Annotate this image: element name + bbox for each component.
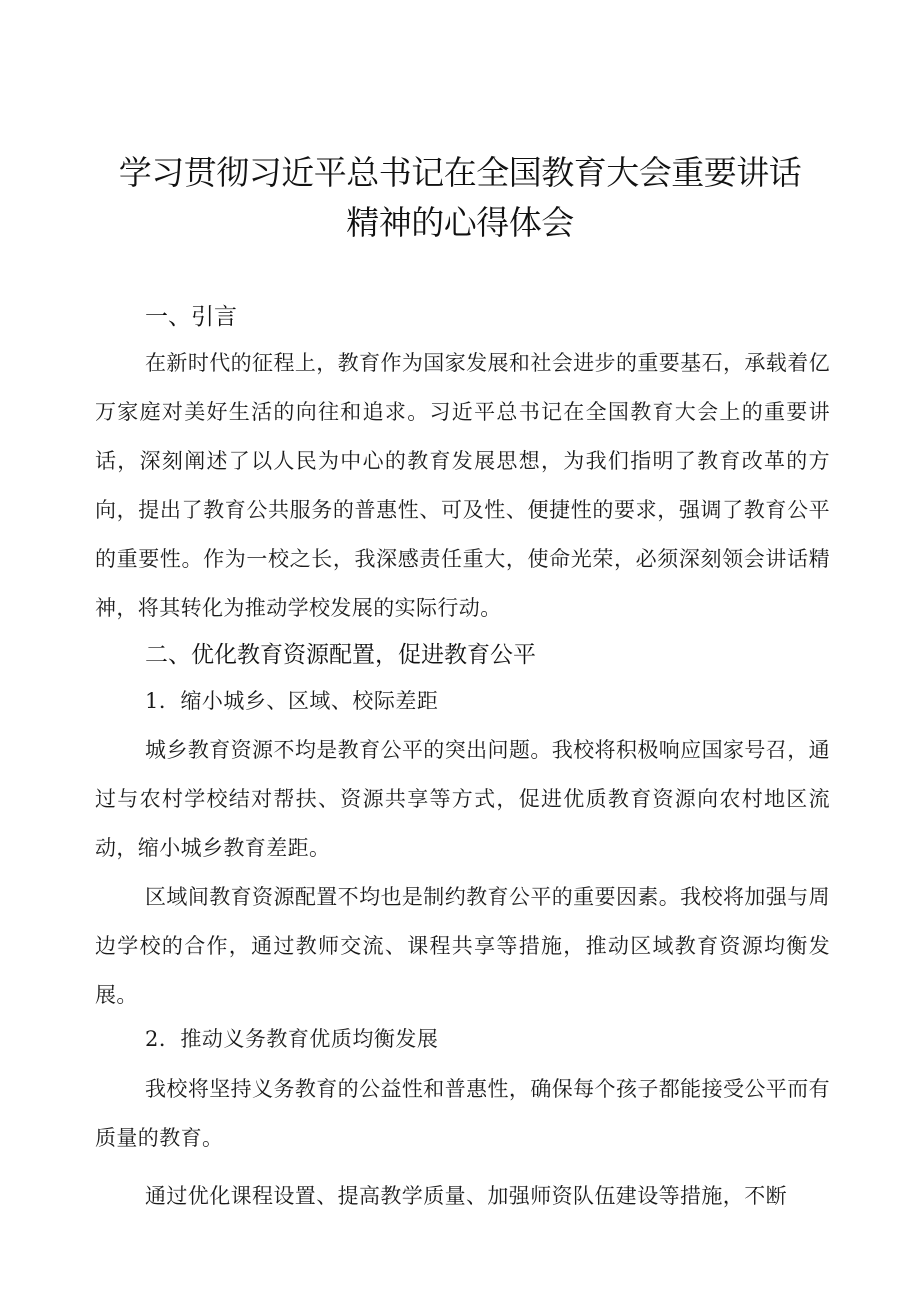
section-heading-resource-allocation: 二、优化教育资源配置，促进教育公平 [145, 642, 536, 668]
paragraph-urban-rural-gap: 城乡教育资源不均是教育公平的突出问题。我校将积极响应国家号召，通过与农村学校结对帮扶、资源共享等方式，促进优质教育资源向农村地区流动，缩小城乡教育差距。 [95, 738, 830, 860]
subheading-narrow-gaps: 1．缩小城乡、区域、校际差距 [145, 689, 439, 713]
subheading-compulsory-education: 2．推动义务教育优质均衡发展 [145, 1027, 439, 1051]
paragraph-curriculum-optimization: 通过优化课程设置、提高教学质量、加强师资队伍建设等措施，不断 [145, 1184, 787, 1208]
document-title-line-1: 学习贯彻习近平总书记在全国教育大会重要讲话 [118, 153, 802, 192]
section-heading-introduction: 一、引言 [145, 304, 237, 330]
introduction-paragraph: 在新时代的征程上，教育作为国家发展和社会进步的重要基石，承载着亿万家庭对美好生活的向往和追求。习近平总书记在全国教育大会上的重要讲话，深刻阐述了以人民为中心的教育发展思想，为我们指明了教育改革的方向，提出了教育公共服务的普惠性、可及性、便捷性的要求，强调了教育公平的重要性。作为一校之长，我深感责任重大，使命光荣，必须深刻领会讲话精神，将其转化为推动学校发展的实际行动。 [95, 351, 830, 620]
paragraph-compulsory-education-fairness: 我校将坚持义务教育的公益性和普惠性，确保每个孩子都能接受公平而有质量的教育。 [95, 1077, 830, 1150]
document-title-line-2: 精神的心得体会 [346, 203, 574, 242]
paragraph-regional-gap: 区域间教育资源配置不均也是制约教育公平的重要因素。我校将加强与周边学校的合作，通过教师交流、课程共享等措施，推动区域教育资源均衡发展。 [95, 885, 830, 1007]
